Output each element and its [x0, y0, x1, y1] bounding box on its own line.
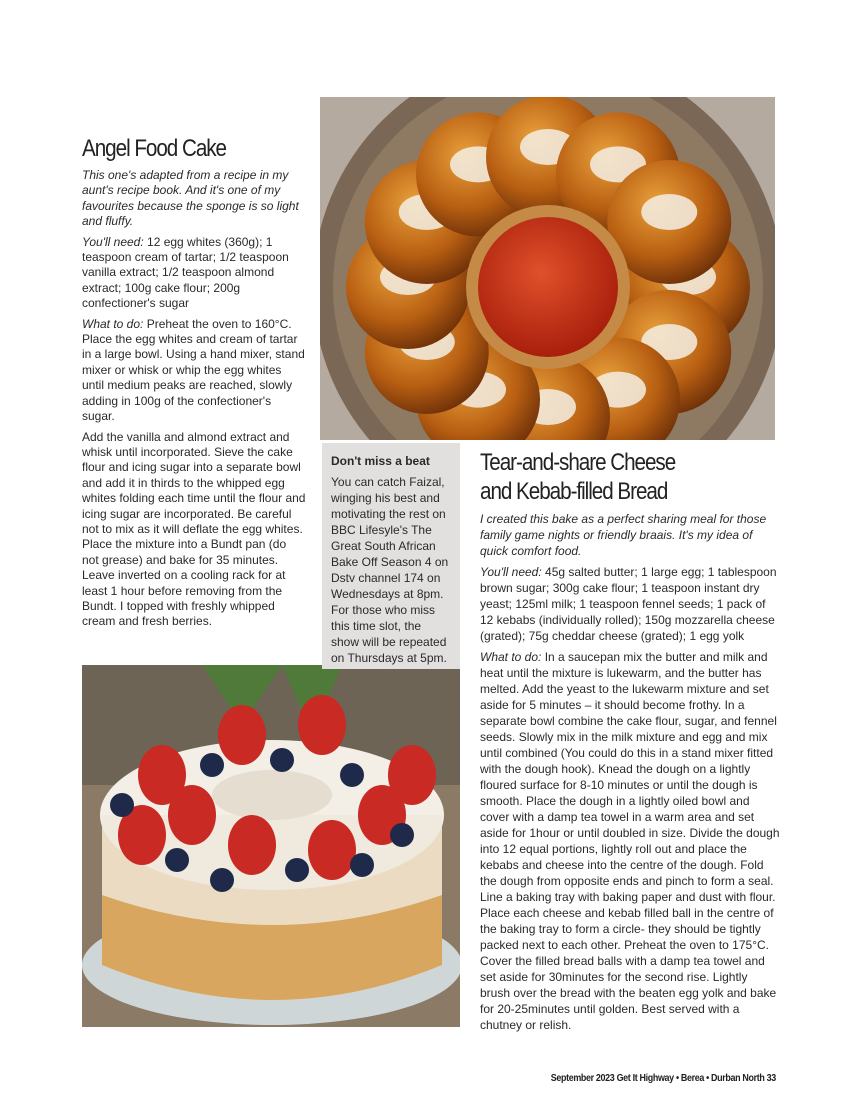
angel-food-cake-title: Angel Food Cake	[82, 135, 227, 162]
blueberry	[110, 793, 134, 817]
angel-method	[82, 317, 306, 425]
ingredients-label: You'll need:	[480, 565, 542, 579]
angel-ingredients	[82, 235, 306, 312]
blueberry	[340, 763, 364, 787]
blueberry	[270, 748, 294, 772]
strawberry	[228, 815, 276, 875]
bread-ring-photo	[320, 97, 775, 440]
sidebar-heading: Don't miss a beat	[331, 454, 430, 468]
ingredients-text: 45g salted butter; 1 large egg; 1 tablespoon brown sugar; 300g cake flour; 1 teaspoon instant dry yeast; 125ml milk; 1 teaspoon fennel seeds; 1 pack of 12 kebabs (individually rolled); 150g mozzarella cheese (grated); 75g cheddar cheese (grated); 1 egg yolk	[480, 565, 777, 643]
strawberry	[298, 695, 346, 755]
method-text: Preheat the oven to 160°C. Place the egg whites and cream of tartar in a large bowl. Using a hand mixer, stand mixer or whisk or whip the egg whites until medium peaks are reached, slowly adding in 100g of the confectioner's sugar.	[82, 316, 305, 424]
blueberry	[285, 858, 309, 882]
bread-intro: I created this bake as a perfect sharing meal for those family game nights or friendly braais. It's my idea of quick comfort food.	[480, 512, 767, 558]
blueberry	[200, 753, 224, 777]
grated-cheese	[641, 194, 697, 230]
dont-miss-a-beat-box	[322, 443, 460, 669]
sidebar-body: You can catch Faizal, winging his best and motivating the rest on BBC Lifesyle's The Great South African Bake Off Season 4 on Dstv channel 174 on Wednesdays at 8pm. For those who miss this time slot, the show will be repeated on Thursdays at 5pm.	[331, 475, 449, 665]
angel-food-cake-photo	[82, 665, 460, 1027]
angel-method-3: Place the mixture into a Bundt pan (do not grease) and bake for 35 minutes. Leave inverted on a cooling rack for at least 1 hour before removing from the Bundt. I topped with freshly whipped cream and fresh berries.	[82, 537, 287, 629]
ingredients-text: 12 egg whites (360g); 1 teaspoon cream of tartar; 1/2 teaspoon vanilla extract; 1/2 teaspoon almond extract; 100g cake flour; 200g confectioner's sugar	[82, 234, 289, 311]
bread-method	[480, 649, 780, 1033]
blueberry	[165, 848, 189, 872]
angel-food-cake-article	[82, 134, 306, 635]
bread-title-line-2: and Kebab-filled Bread	[480, 478, 668, 505]
ingredients-label: You'll need:	[82, 234, 144, 249]
page-footer: September 2023 Get It Highway • Berea • Durban North 33	[550, 1072, 776, 1084]
blueberry	[390, 823, 414, 847]
strawberry	[218, 705, 266, 765]
method-text: In a saucepan mix the butter and milk and heat until the mixture is lukewarm, and the butter has melted. Add the yeast to the lukewarm mixture and set aside for 5 minutes – it should become frothy. In a separate bowl combine the cake flour, sugar, and fennel seeds. Slowly mix in the milk mixture and egg and mix until combined (You could do this in a stand mixer fitted with the dough hook). Knead the dough on a lightly floured surface for 8-10 minutes or until the dough is smooth. Place the dough in a lightly oiled bowl and cover with a damp tea towel in a warm area and set aside for 1hour or until doubled in size. Divide the dough into 12 equal portions, lightly roll out and place the kebabs and cheese into the centre of the dough. Fold the dough from opposite ends and pinch to form a seal. Line a baking tray with baking paper and dust with flour. Place each cheese and kebab filled ball in the centre of the baking tray to form a circle- they should be tightly packed next to each other. Preheat the oven to 175°C. Cover the filled bread balls with a damp tea towel and set aside for 30minutes for the second rise. Lightly brush over the bread with the beaten egg yolk and bake for 20-25minutes until golden. Best served with a chutney or relish.	[480, 650, 780, 1032]
tear-and-share-bread-article	[480, 448, 780, 1038]
bread-ingredients	[480, 564, 780, 644]
angel-method-2: Add the vanilla and almond extract and whisk until incorporated. Sieve the cake flour and icing sugar into a separate bowl and add it in thirds to the whipped egg whites folding each time until the flour and icing sugar are incorporated. Be careful not to mix as it will deflate the egg whites.	[82, 429, 306, 536]
strawberry	[308, 820, 356, 880]
angel-intro: This one's adapted from a recipe in my aunt's recipe book. And it's one of my favourites because the sponge is so light and fluffy.	[82, 168, 299, 229]
bread-title-line-1: Tear-and-share Cheese	[480, 449, 676, 476]
method-label: What to do:	[82, 316, 144, 331]
strawberry	[388, 745, 436, 805]
strawberry	[138, 745, 186, 805]
blueberry	[350, 853, 374, 877]
method-label: What to do:	[480, 650, 542, 664]
blueberry	[210, 868, 234, 892]
